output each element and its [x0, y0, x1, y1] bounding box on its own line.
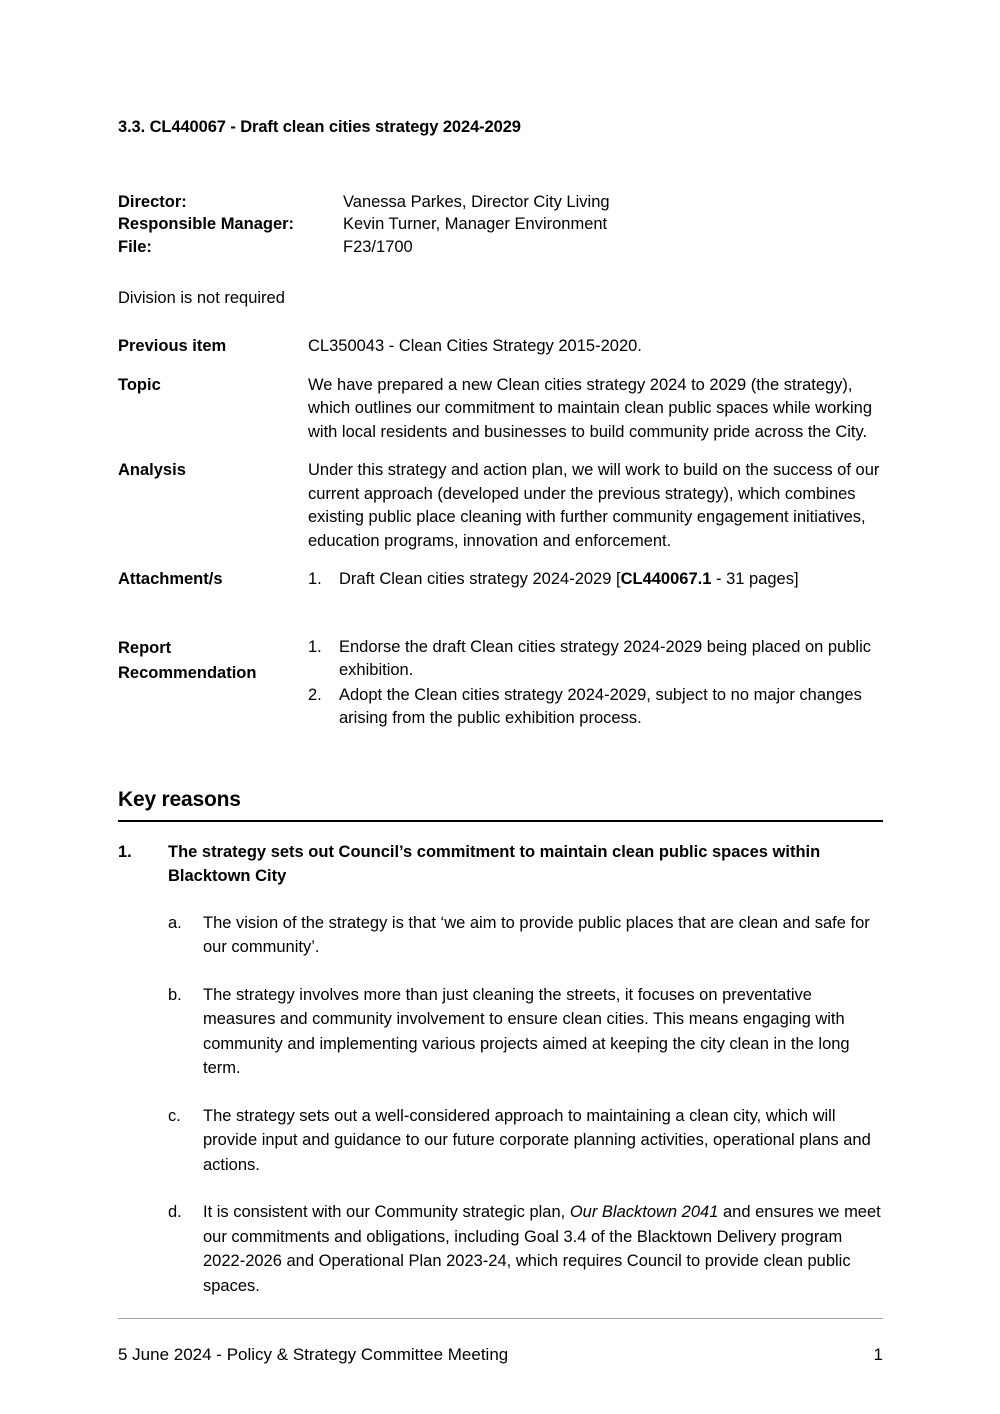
key-reason-subitem-marker: b.	[168, 985, 182, 1004]
attachment-text-after: - 31 pages]	[711, 570, 799, 589]
key-reason-title: The strategy sets out Council’s commitment to maintain clean public spaces within Blacktown City	[168, 842, 821, 885]
metadata-value-responsible-manager: Kevin Turner, Manager Environment	[343, 215, 608, 234]
recommendation-list-item	[308, 684, 883, 731]
metadata-block	[118, 191, 883, 259]
attachment-marker: 1.	[308, 570, 322, 589]
key-reason-subitem-marker: d.	[168, 1203, 182, 1222]
attachment-list	[308, 568, 883, 592]
key-reason-subitem-marker: a.	[168, 913, 182, 932]
recommendation-list-item	[308, 636, 883, 683]
key-reason-subitem	[168, 983, 883, 1081]
detail-row-topic	[118, 374, 883, 445]
key-reasons-section	[118, 787, 883, 1299]
key-reasons-divider	[118, 820, 883, 822]
division-note: Division is not required	[118, 289, 285, 308]
key-reason-subitem-text: The strategy involves more than just cleaning the streets, it focuses on preventative measures and community involvement to ensure clean cities. This means engaging with community and implementing various projects aimed at keeping the city clean in the long term.	[203, 985, 850, 1078]
detail-value-topic: We have prepared a new Clean cities strategy 2024 to 2029 (the strategy), which outlines our commitment to maintain clean public spaces while working with local residents and businesses to build community pride across the City.	[308, 375, 873, 441]
page-title: 3.3. CL440067 - Draft clean cities strategy 2024-2029	[118, 118, 521, 136]
key-reason-subitem-text: The strategy sets out a well-considered approach to maintaining a clean city, which will provide input and guidance to our future corporate planning activities, operational plans and actions.	[203, 1106, 871, 1174]
metadata-label-responsible-manager: Responsible Manager:	[118, 215, 295, 234]
footer-row	[118, 1345, 883, 1365]
page-content	[118, 0, 883, 1298]
key-reason-subitem	[168, 1200, 883, 1298]
key-reason-subitem-text: The vision of the strategy is that ‘we aim to provide public places that are clean and safe for our community’.	[203, 913, 870, 957]
key-reason-marker: 1.	[118, 842, 132, 861]
report-detail-block	[118, 335, 883, 732]
detail-label-report-recommendation-line2: Recommendation	[118, 663, 257, 682]
detail-row-previous-item	[118, 335, 883, 359]
key-reason-subitem-text-before: It is consistent with our Community strategic plan,	[203, 1203, 570, 1222]
detail-label-report-recommendation	[118, 636, 308, 686]
detail-label-report-recommendation-line1: Report	[118, 638, 172, 657]
attachment-text-before: Draft Clean cities strategy 2024-2029 [	[339, 570, 621, 589]
footer-meeting-label: 5 June 2024 - Policy & Strategy Committee Meeting	[118, 1345, 509, 1364]
key-reason-subitem-text-after: and ensures we meet our commitments and obligations, including Goal 3.4 of the Blacktown Delivery program 2022-2026 and Operational Plan 2023-24, which requires Council to provide clean public spaces.	[203, 1203, 881, 1295]
detail-value-previous-item: CL350043 - Clean Cities Strategy 2015-2020.	[308, 337, 642, 356]
detail-value-attachments	[308, 568, 883, 593]
key-reason-subitem-text	[203, 1200, 883, 1298]
key-reason-subitem	[168, 911, 883, 960]
detail-label-analysis: Analysis	[118, 461, 186, 480]
attachment-list-item[interactable]	[308, 568, 883, 592]
footer-page-number: 1	[873, 1345, 883, 1364]
page-footer	[118, 1318, 883, 1365]
detail-row-attachments	[118, 568, 883, 593]
recommendation-list	[308, 636, 883, 731]
key-reasons-heading: Key reasons	[118, 787, 241, 811]
attachment-reference-code: CL440067.1	[620, 570, 712, 589]
recommendation-marker: 2.	[308, 685, 322, 704]
detail-value-report-recommendation	[308, 636, 883, 732]
detail-row-report-recommendation	[118, 636, 883, 732]
key-reason-item	[118, 840, 883, 1299]
metadata-value-director: Vanessa Parkes, Director City Living	[343, 192, 610, 211]
detail-label-attachments: Attachment/s	[118, 570, 223, 589]
metadata-row-file	[118, 236, 883, 259]
key-reason-subitem-marker: c.	[168, 1106, 181, 1125]
metadata-label-file: File:	[118, 237, 152, 256]
detail-value-analysis: Under this strategy and action plan, we will work to build on the success of our current approach (developed under the previous strategy), which combines existing public place cleaning with further community engagement initiatives, education programs, innovation and enforcement.	[308, 461, 880, 550]
footer-divider	[118, 1318, 883, 1319]
metadata-label-director: Director:	[118, 192, 187, 211]
detail-label-previous-item: Previous item	[118, 337, 227, 356]
key-reason-cited-plan-title: Our Blacktown 2041	[569, 1203, 719, 1222]
attachment-text	[339, 568, 883, 592]
recommendation-text: Adopt the Clean cities strategy 2024-2029, subject to no major changes arising from the public exhibition process.	[339, 685, 862, 728]
recommendation-marker: 1.	[308, 637, 322, 656]
detail-row-analysis	[118, 459, 883, 553]
metadata-value-file: F23/1700	[343, 237, 413, 256]
key-reason-subitem	[168, 1104, 883, 1178]
recommendation-text: Endorse the draft Clean cities strategy 2024-2029 being placed on public exhibition.	[339, 637, 872, 680]
metadata-row-director	[118, 191, 883, 214]
detail-label-topic: Topic	[118, 375, 161, 394]
metadata-row-responsible-manager	[118, 213, 883, 236]
key-reasons-list	[118, 840, 883, 1299]
key-reason-body	[168, 840, 883, 1299]
key-reason-sublist	[168, 911, 883, 1299]
